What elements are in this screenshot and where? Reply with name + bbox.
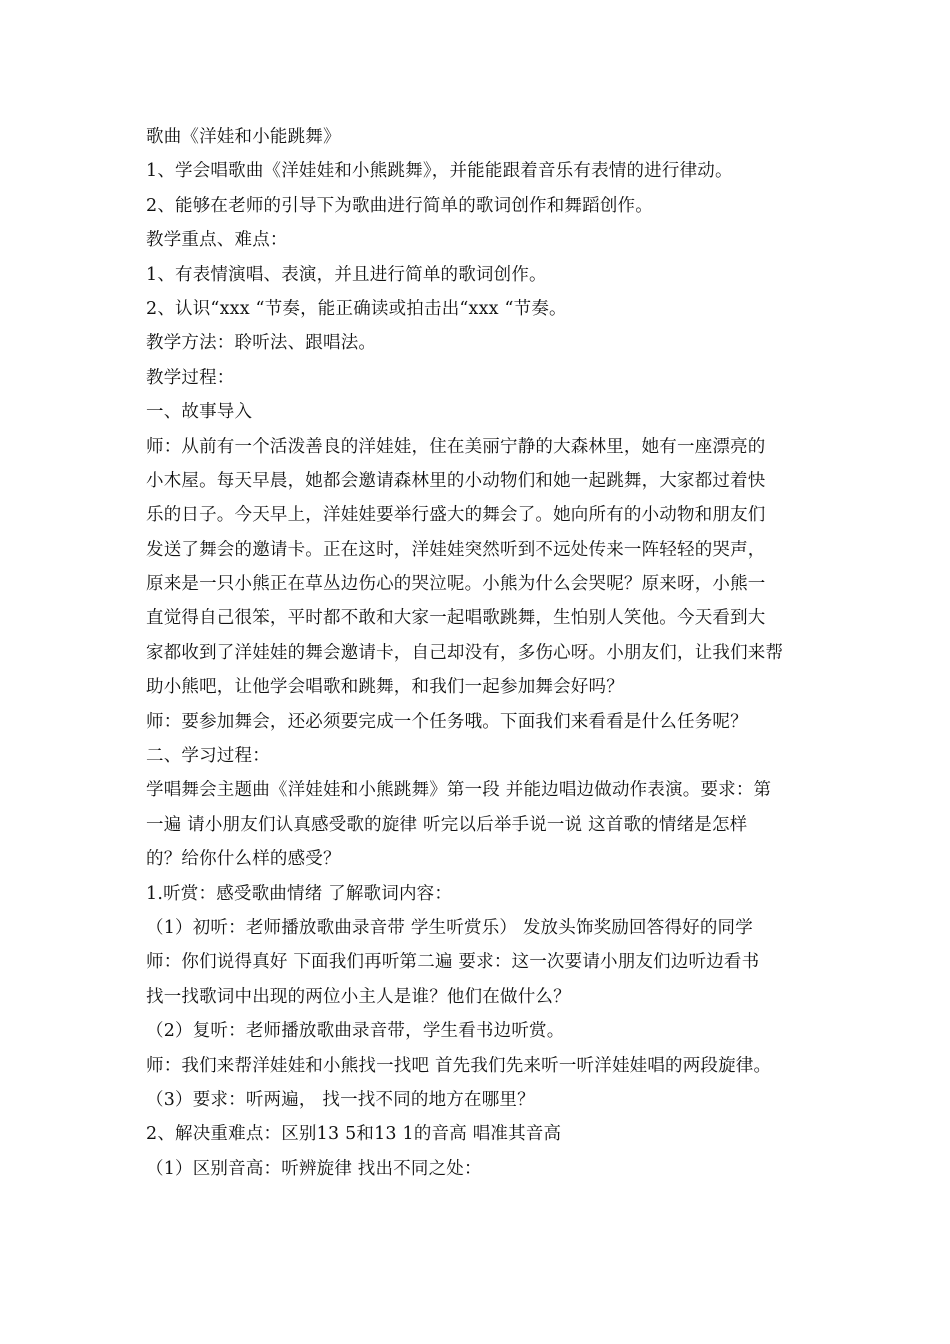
song-title: 歌曲《洋娃和小能跳舞》 <box>146 127 341 147</box>
paragraph-line: 乐的日子。今天早上，洋娃娃要举行盛大的舞会了。她向所有的小动物和朋友们 <box>146 505 766 526</box>
objective-1: 1、学会唱歌曲《洋娃娃和小熊跳舞》，并能能跟着音乐有表情的进行律动。 <box>146 161 733 182</box>
paragraph-line: 的？给你什么样的感受？ <box>146 849 341 870</box>
paragraph-line: （1）初听：老师播放歌曲录音带 学生听赏乐） 发放头饰奖励回答得好的同学 <box>146 917 753 938</box>
document-body <box>146 120 826 1186</box>
subheading-story-intro: 一、故事导入 <box>146 402 253 423</box>
paragraph-line: 师：我们来帮洋娃娃和小熊找一找吧 首先我们先来听一听洋娃娃唱的两段旋律。 <box>146 1055 772 1076</box>
paragraph-line: （3）要求：听两遍， 找一找不同的地方在哪里？ <box>146 1089 535 1110</box>
section-heading-key-points: 教学重点、难点： <box>146 230 288 251</box>
paragraph-line: 师：你们说得真好 下面我们再听第二遍 要求：这一次要请小朋友们边听边看书 <box>146 952 760 973</box>
step-listening: 1.听赏：感受歌曲情绪 了解歌词内容： <box>146 883 453 904</box>
paragraph-line: 助小熊吧，让他学会唱歌和跳舞，和我们一起参加舞会好吗？ <box>146 677 624 698</box>
paragraph-line: 学唱舞会主题曲《洋娃娃和小熊跳舞》第一段 并能边唱边做动作表演。要求：第 <box>146 780 772 801</box>
teaching-methods: 教学方法：聆听法、跟唱法。 <box>146 333 377 354</box>
paragraph-line: 发送了舞会的邀请卡。正在这时，洋娃娃突然听到不远处传来一阵轻轻的哭声， <box>146 539 766 560</box>
step-key-difficulties: 2、解决重难点：区别13 5和13 1的音高 唱准其音高 <box>146 1124 562 1145</box>
section-heading-process: 教学过程： <box>146 367 235 388</box>
paragraph-line: 师：从前有一个活泼善良的洋娃娃，住在美丽宁静的大森林里，她有一座漂亮的 <box>146 436 766 457</box>
subheading-learning-process: 二、学习过程： <box>146 746 270 767</box>
objective-2: 2、能够在老师的引导下为歌曲进行简单的歌词创作和舞蹈创作。 <box>146 195 653 216</box>
key-point-1: 1、有表情演唱、表演，并且进行简单的歌词创作。 <box>146 264 547 285</box>
paragraph-line: 师：要参加舞会，还必须要完成一个任务哦。下面我们来看看是什么任务呢？ <box>146 711 748 732</box>
paragraph-line: （2）复听：老师播放歌曲录音带，学生看书边听赏。 <box>146 1021 565 1042</box>
paragraph-line: 直觉得自己很笨，平时都不敢和大家一起唱歌跳舞，生怕别人笑他。今天看到大 <box>146 608 766 629</box>
paragraph-line: 小木屋。每天早晨，她都会邀请森林里的小动物们和她一起跳舞，大家都过着快 <box>146 470 766 491</box>
paragraph-line: 找一找歌词中出现的两位小主人是谁？他们在做什么？ <box>146 986 571 1007</box>
paragraph-line: （1）区别音高：听辨旋律 找出不同之处： <box>146 1158 482 1179</box>
paragraph-line: 家都收到了洋娃娃的舞会邀请卡，自己却没有，多伤心呀。小朋友们，让我们来帮 <box>146 642 784 663</box>
paragraph-line: 原来是一只小熊正在草丛边伤心的哭泣呢。小熊为什么会哭呢？原来呀，小熊一 <box>146 574 766 595</box>
paragraph-line: 一遍 请小朋友们认真感受歌的旋律 听完以后举手说一说 这首歌的情绪是怎样 <box>146 814 748 835</box>
key-point-2: 2、认识“xxx “节奏，能正确读或拍击出“xxx “节奏。 <box>146 298 567 319</box>
